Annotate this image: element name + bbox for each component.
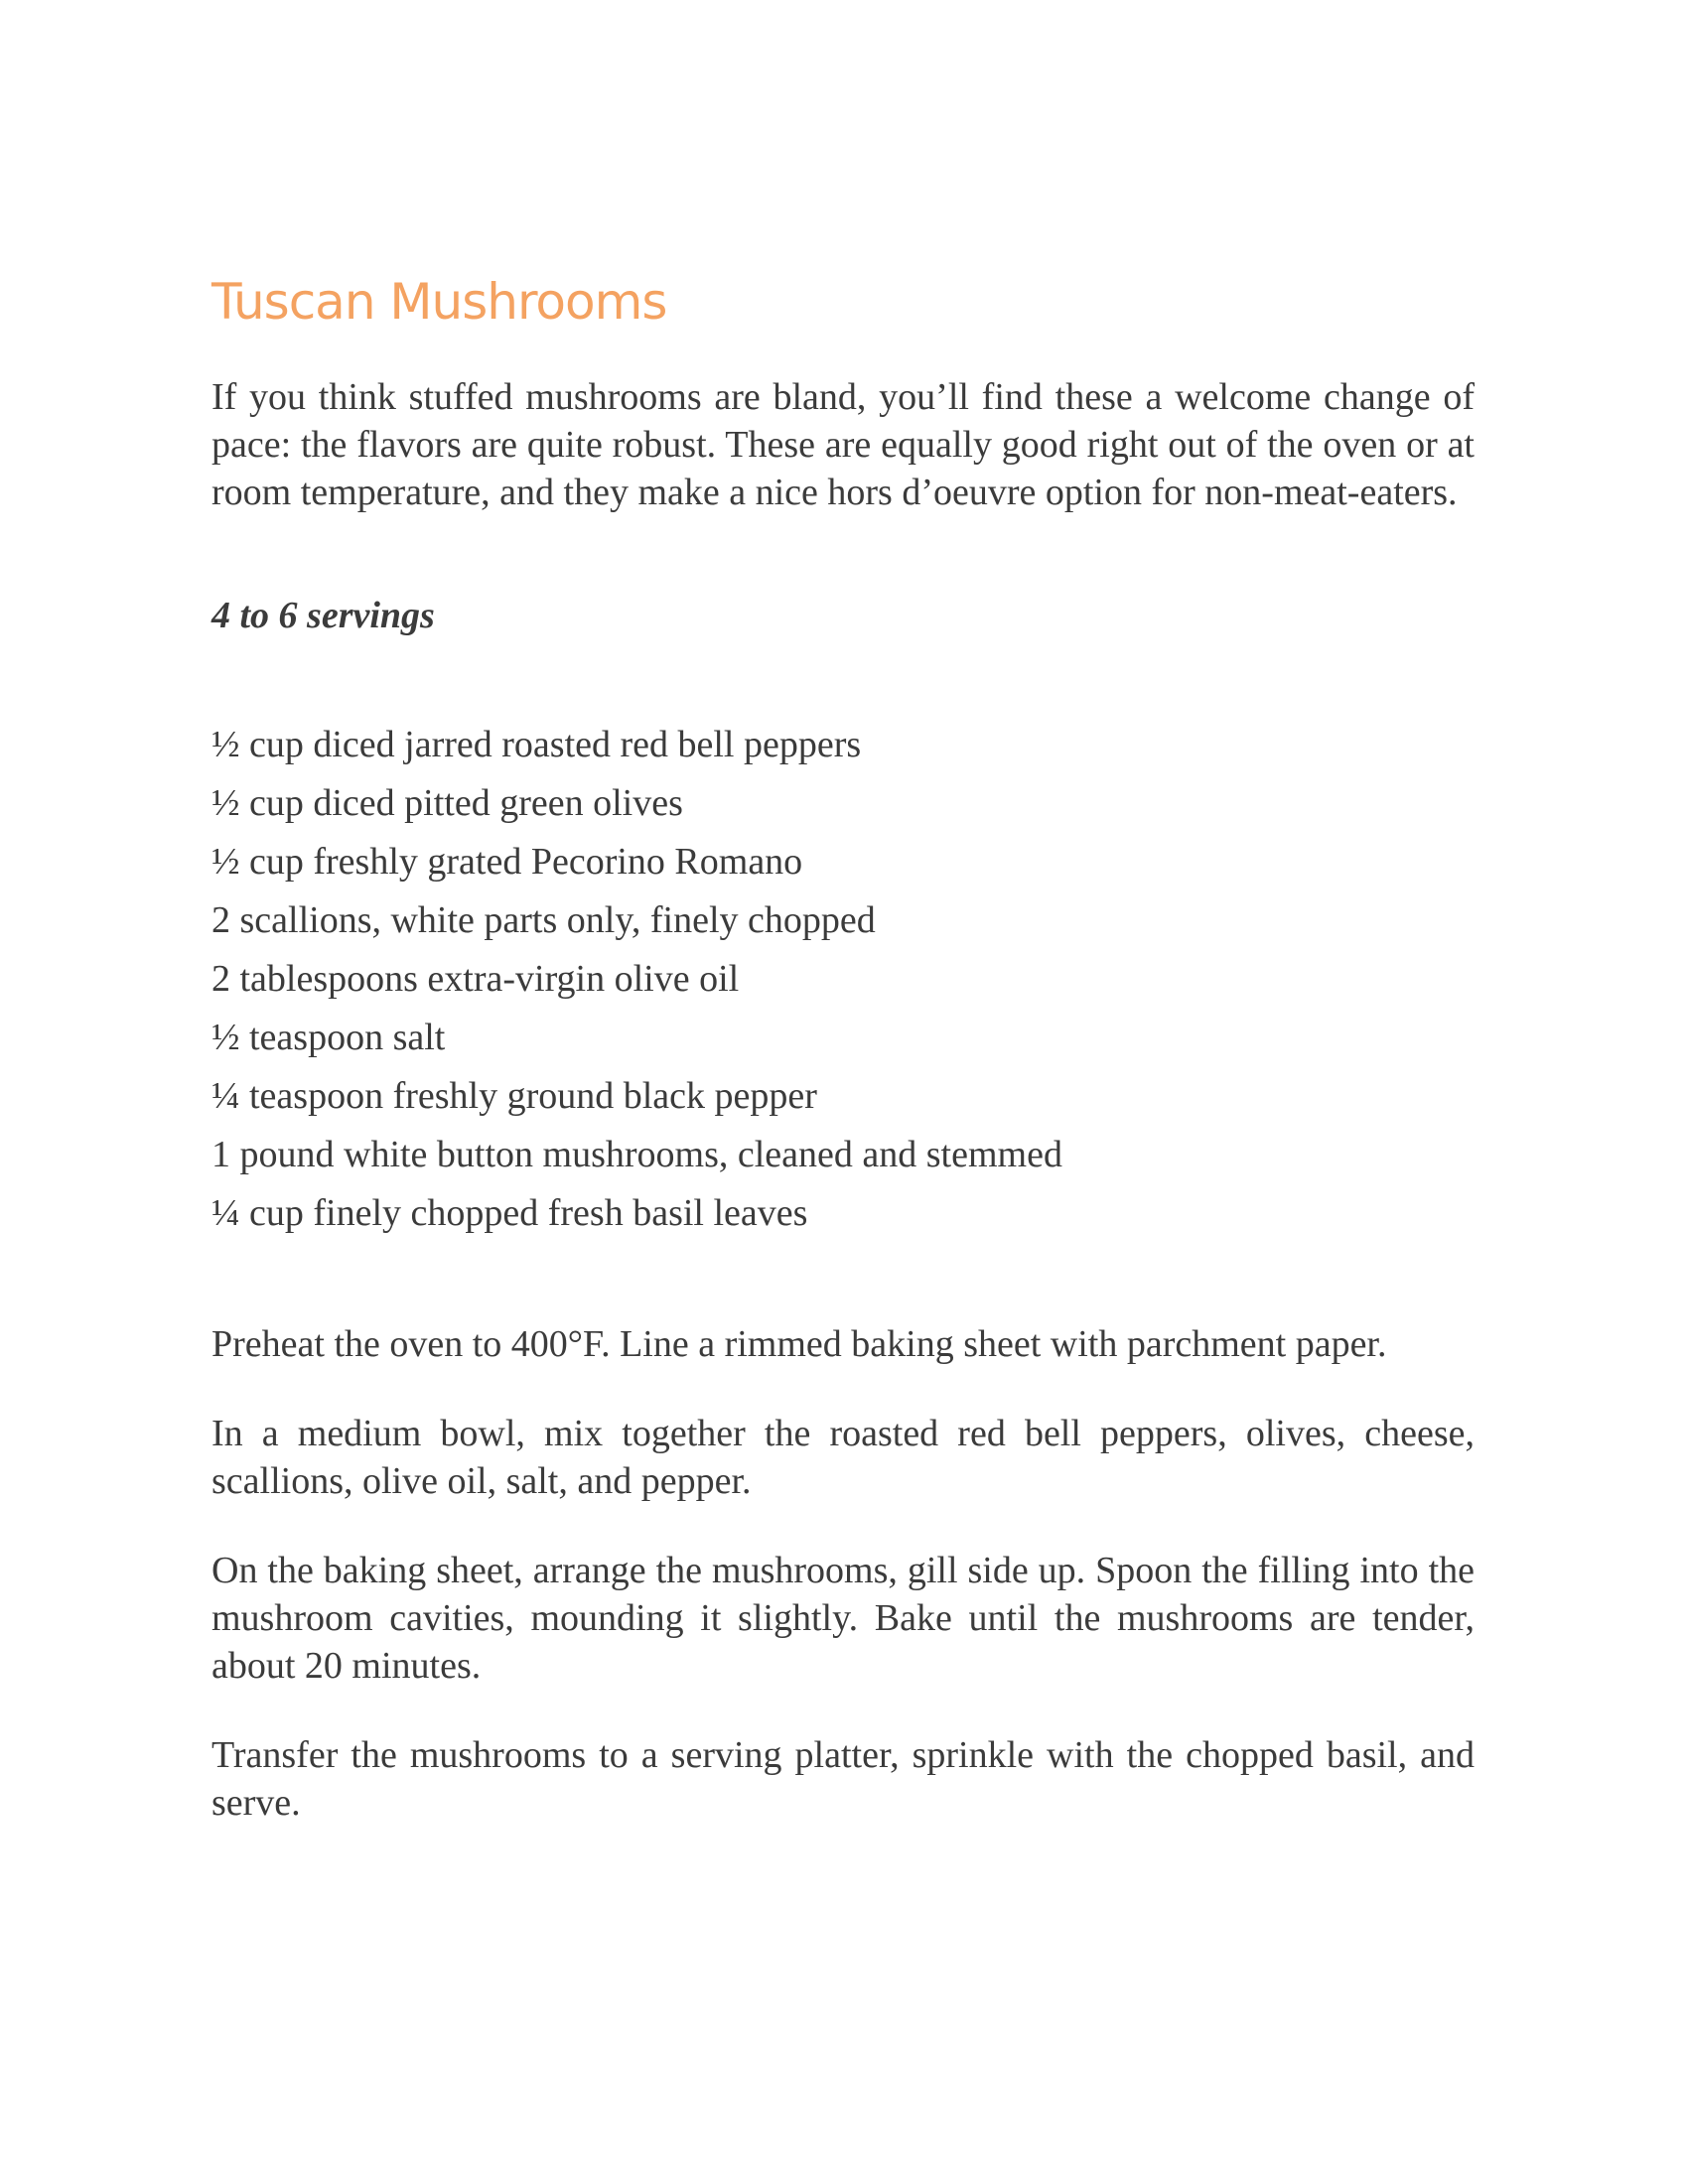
ingredient-item: ¼ cup finely chopped fresh basil leaves	[211, 1192, 808, 1234]
ingredient-item: 2 scallions, white parts only, finely chopped	[211, 899, 876, 941]
servings-label: 4 to 6 servings	[211, 595, 435, 636]
ingredient-item: ½ teaspoon salt	[211, 1017, 446, 1058]
ingredient-item: ½ cup freshly grated Pecorino Romano	[211, 841, 803, 883]
recipe-intro: If you think stuffed mushrooms are bland, you’ll find these a welcome change of pace: the flavors are quite robust. These are equally good right out of the oven or at room temperature, and they make a nice hors d’oeuvre option for non-meat-eaters.	[211, 376, 1475, 513]
ingredient-item: 1 pound white button mushrooms, cleaned and stemmed	[211, 1134, 1062, 1175]
ingredient-item: 2 tablespoons extra-virgin olive oil	[211, 958, 740, 1000]
instruction-step: Transfer the mushrooms to a serving platter, sprinkle with the chopped basil, and serve.	[211, 1734, 1475, 1824]
ingredient-item: ¼ teaspoon freshly ground black pepper	[211, 1075, 817, 1117]
ingredient-list	[211, 721, 1062, 1248]
instruction-step: On the baking sheet, arrange the mushrooms, gill side up. Spoon the filling into the mushroom cavities, mounding it slightly. Bake until the mushrooms are tender, about 20 minutes.	[211, 1550, 1475, 1687]
ingredient-item: ½ cup diced pitted green olives	[211, 782, 683, 824]
instruction-step: In a medium bowl, mix together the roasted red bell peppers, olives, cheese, scallions, olive oil, salt, and pepper.	[211, 1413, 1475, 1502]
recipe-title: Tuscan Mushrooms	[211, 273, 667, 331]
ingredient-item: ½ cup diced jarred roasted red bell peppers	[211, 724, 862, 765]
instruction-step: Preheat the oven to 400°F. Line a rimmed baking sheet with parchment paper.	[211, 1323, 1387, 1365]
instruction-steps	[211, 1320, 1475, 1868]
